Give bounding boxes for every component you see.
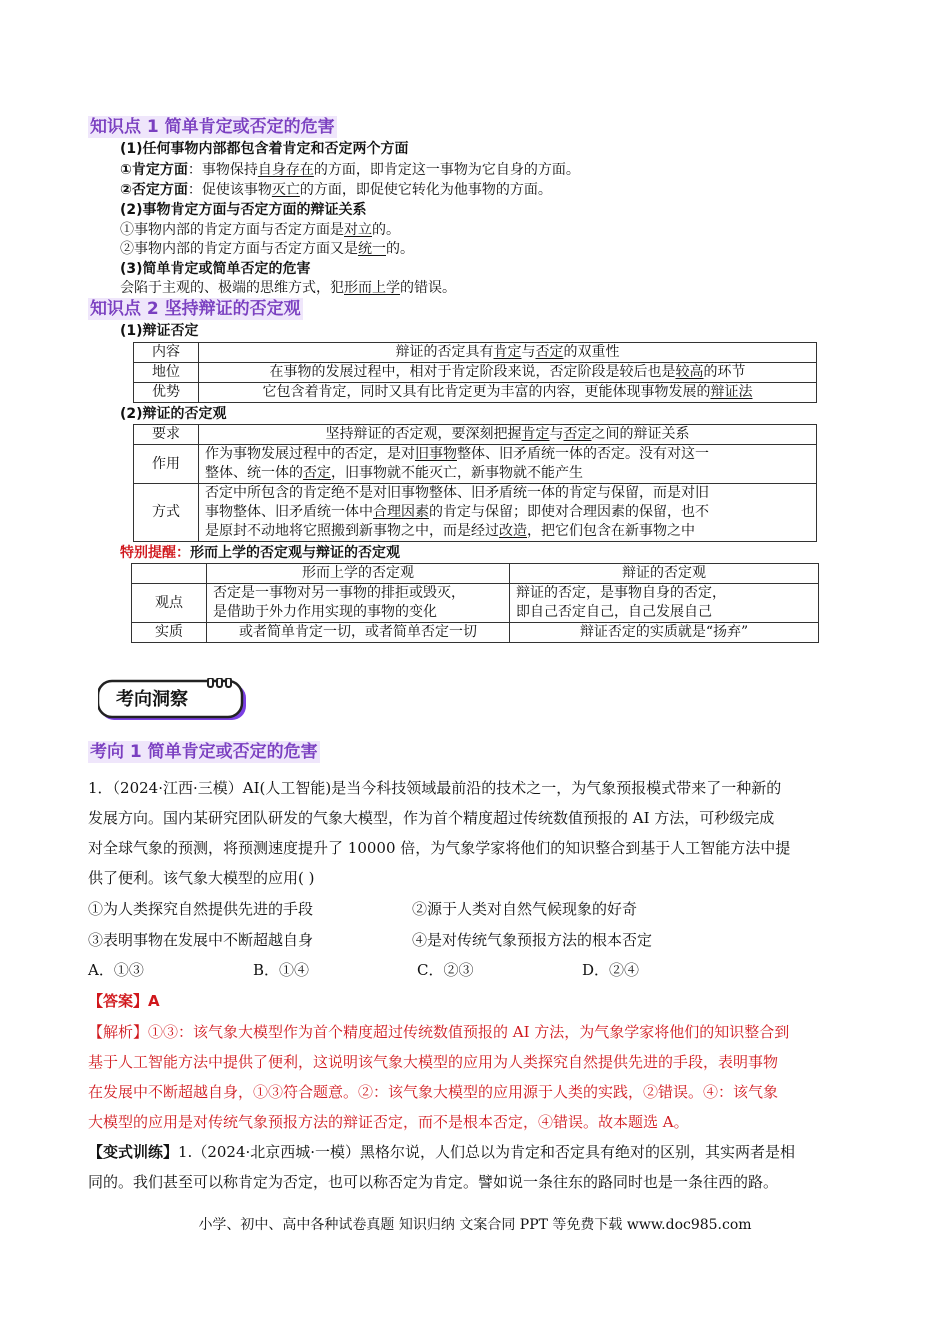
table-cell (132, 564, 207, 584)
kp2-title: 知识点 2 坚持辩证的否定观 (90, 299, 301, 319)
kx1-title: 考向 1 简单肯定或否定的危害 (90, 742, 318, 762)
table-cell: 实质 (132, 623, 207, 643)
kp2-t2-head: (2)辩证的否定观 (120, 406, 227, 422)
table-cell: 坚持辩证的否定观，要深刻把握肯定与否定之间的辩证关系 (199, 425, 817, 445)
table-header: 辩证的否定观 (510, 564, 819, 584)
table-cell: 辩证否定的实质就是“扬弃” (510, 623, 819, 643)
kp1-s1-head: (1)任何事物内部都包含着肯定和否定两个方面 (120, 141, 409, 157)
section-tag (98, 678, 250, 722)
option-1: ①为人类探究自然提供先进的手段 (88, 900, 314, 918)
kp1-s1-a: ①肯定方面：事物保持自身存在的方面，即肯定这一事物为它自身的方面。 (120, 162, 580, 178)
table-cell: 方式 (134, 484, 199, 542)
question-stem: 1．（2024·江西·三模）AI(人工智能)是当今科技领域最前沿的技术之一，为气象预报模式带来了一种新的 发展方向。国内某研究团队研发的气象大模型，作为首个精度超过传统数值预报的 AI 方法，可秒级完成 对全球气象的预测，将预测速度提升了 10000 倍，为气象学家将他们的知识整合到基于人工智能方法中提 供了便利。该气象大模型的应用( ) (88, 779, 791, 887)
table-header: 形而上学的否定观 (207, 564, 510, 584)
negation-view-table (133, 424, 817, 542)
comparison-table (131, 563, 819, 643)
answer-choice-a: A．①③ (88, 961, 144, 979)
section-tag-label: 考向洞察 (116, 689, 188, 710)
page-footer: 小学、初中、高中各种试卷真题 知识归纳 文案合同 PPT 等免费下载 www.doc985.com (198, 1217, 752, 1233)
table-cell: 辩证的否定具有肯定与否定的双重性 (199, 343, 817, 363)
variant-training: 【变式训练】1.（2024·北京西城·一模）黑格尔说，人们总以为肯定和否定具有绝对的区别，其实两者是相 同的。我们甚至可以称肯定为否定，也可以称否定为肯定。譬如说一条往东的路同时也是一条往西的路。 (88, 1143, 796, 1191)
table-cell: 作用 (134, 445, 199, 484)
table-cell: 作为事物发展过程中的否定，是对旧事物整体、旧矛盾统一体的否定。没有对这一 整体、统一体的否定，旧事物就不能灭亡，新事物就不能产生 (199, 445, 817, 484)
table-cell: 辩证的否定，是事物自身的否定， 即自己否定自己，自己发展自己 (510, 584, 819, 623)
option-3: ③表明事物在发展中不断超越自身 (88, 931, 314, 949)
answer-choice-b: B．①④ (253, 961, 310, 979)
explanation: 【解析】①③：该气象大模型作为首个精度超过传统数值预报的 AI 方法，为气象学家将他们的知识整合到 基于人工智能方法中提供了便利，这说明该气象大模型的应用为人类探究自然提供先进的手段，表明事物 在发展中不断超越自身，①③符合题意。②：该气象大模型的应用源于人类的实践，②错误。④：该气象 大模型的应用是对传统气象预报方法的辩证否定，而不是根本否定，④错误。故本题选 A。 (88, 1023, 790, 1131)
answer-choice-d: D．②④ (582, 961, 640, 979)
kp1-s3-head: (3)简单肯定或简单否定的危害 (120, 261, 311, 277)
option-4: ④是对传统气象预报方法的根本否定 (412, 931, 653, 949)
answer-choice-c: C．②③ (417, 961, 474, 979)
table-cell: 否定中所包含的肯定绝不是对旧事物整体、旧矛盾统一体的肯定与保留，而是对旧 事物整体、旧矛盾统一体中合理因素的肯定与保留；即使对合理因素的保留，也不 是原封不动地将它照搬到新事物之中，而是经过改造，把它们包含在新事物之中 (199, 484, 817, 542)
table-cell: 观点 (132, 584, 207, 623)
table-cell: 或者简单肯定一切，或者简单否定一切 (207, 623, 510, 643)
kp1-s3-body: 会陷于主观的、极端的思维方式，犯形而上学的错误。 (120, 280, 456, 296)
table-cell: 要求 (134, 425, 199, 445)
table-cell: 在事物的发展过程中，相对于肯定阶段来说，否定阶段是较后也是较高的环节 (199, 363, 817, 383)
special-tip: 特别提醒：形而上学的否定观与辩证的否定观 (120, 545, 400, 561)
dialectical-negation-table (133, 342, 817, 403)
kp1-s2-head: (2)事物肯定方面与否定方面的辩证关系 (120, 202, 367, 218)
table-cell: 否定是一事物对另一事物的排拒或毁灭， 是借助于外力作用实现的事物的变化 (207, 584, 510, 623)
table-cell: 它包含着肯定，同时又具有比肯定更为丰富的内容，更能体现事物发展的辩证法 (199, 383, 817, 403)
table-cell: 优势 (134, 383, 199, 403)
kp1-s1-b: ②否定方面：促使该事物灭亡的方面，即促使它转化为他事物的方面。 (120, 182, 552, 198)
kp1-s2-b: ②事物内部的肯定方面与否定方面又是统一的。 (120, 241, 414, 257)
kp2-t1-head: (1)辩证否定 (120, 323, 199, 339)
answer: 【答案】A (88, 992, 160, 1010)
table-cell: 内容 (134, 343, 199, 363)
table-cell: 地位 (134, 363, 199, 383)
option-2: ②源于人类对自然气候现象的好奇 (412, 900, 638, 918)
kp1-title: 知识点 1 简单肯定或否定的危害 (90, 117, 335, 137)
kp1-s2-a: ①事物内部的肯定方面与否定方面是对立的。 (120, 222, 400, 238)
